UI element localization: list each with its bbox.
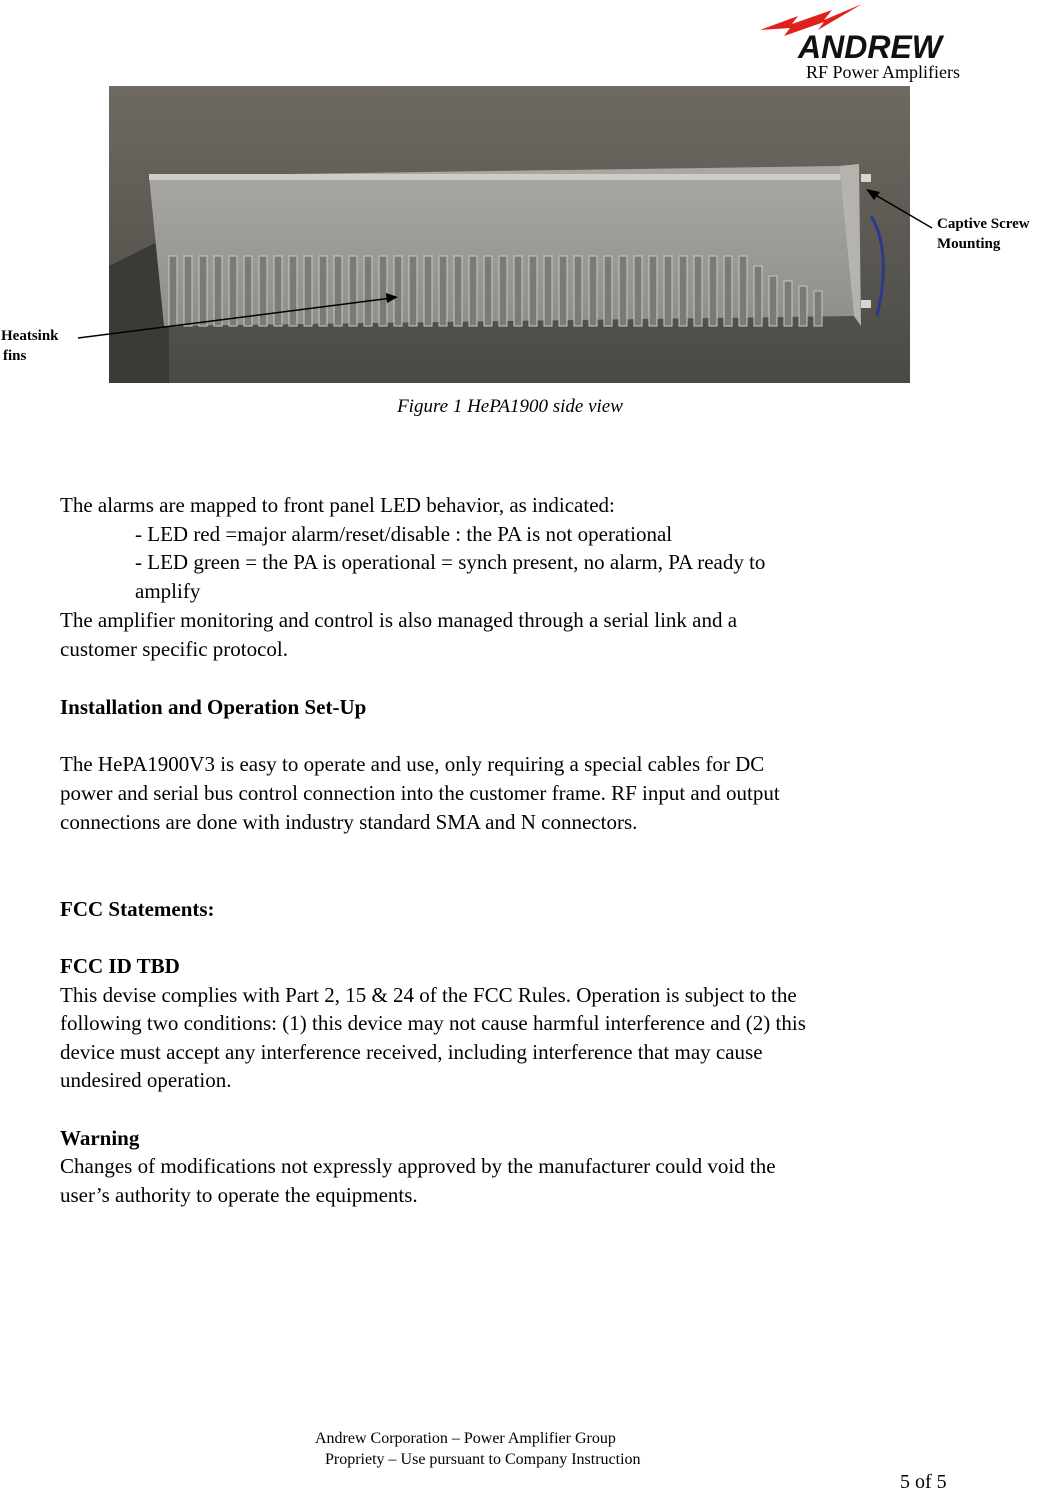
callout-arrows xyxy=(0,0,1040,420)
header-subtitle: RF Power Amplifiers xyxy=(805,62,960,82)
warning-heading: Warning xyxy=(60,1126,140,1150)
installation-heading: Installation and Operation Set-Up xyxy=(60,695,367,719)
fcc-id-heading: FCC ID TBD xyxy=(60,954,180,978)
fcc-text-1: This devise complies with Part 2, 15 & 24 of the FCC Rules. Operation is subject to the xyxy=(60,983,797,1007)
alarm-item-red: - LED red =major alarm/reset/disable : the PA is not operational xyxy=(135,522,673,546)
installation-text-3: connections are done with industry standard SMA and N connectors. xyxy=(60,810,638,834)
fcc-heading: FCC Statements: xyxy=(60,897,215,921)
logo-wordmark: ANDREW xyxy=(798,29,942,65)
fcc-text-2: following two conditions: (1) this device may not cause harmful interference and (2) this xyxy=(60,1011,806,1035)
alarm-item-green: - LED green = the PA is operational = synch present, no alarm, PA ready to xyxy=(135,550,766,574)
installation-text-2: power and serial bus control connection into the customer frame. RF input and output xyxy=(60,781,780,805)
page-number: 5 of 5 xyxy=(900,1471,947,1493)
installation-text-1: The HePA1900V3 is easy to operate and use, only requiring a special cables for DC xyxy=(60,752,765,776)
warning-text-2: user’s authority to operate the equipments. xyxy=(60,1183,418,1207)
monitoring-text-1: The amplifier monitoring and control is also managed through a serial link and a xyxy=(60,608,738,632)
footer-propriety: Propriety – Use pursuant to Company Instruction xyxy=(325,1451,641,1468)
fcc-text-3: device must accept any interference received, including interference that may cause xyxy=(60,1040,763,1064)
figure-caption: Figure 1 HePA1900 side view xyxy=(397,396,623,417)
alarms-intro: The alarms are mapped to front panel LED behavior, as indicated: xyxy=(60,493,615,517)
alarm-item-green-cont: amplify xyxy=(135,579,201,603)
captive-screw-callout: Captive Screw Mounting xyxy=(937,216,1030,252)
monitoring-text-2: customer specific protocol. xyxy=(60,637,289,661)
heatsink-callout: Heatsink fins xyxy=(1,328,59,364)
footer-company: Andrew Corporation – Power Amplifier Group xyxy=(315,1430,616,1447)
warning-text-1: Changes of modifications not expressly approved by the manufacturer could void the xyxy=(60,1154,776,1178)
fcc-text-4: undesired operation. xyxy=(60,1068,232,1092)
